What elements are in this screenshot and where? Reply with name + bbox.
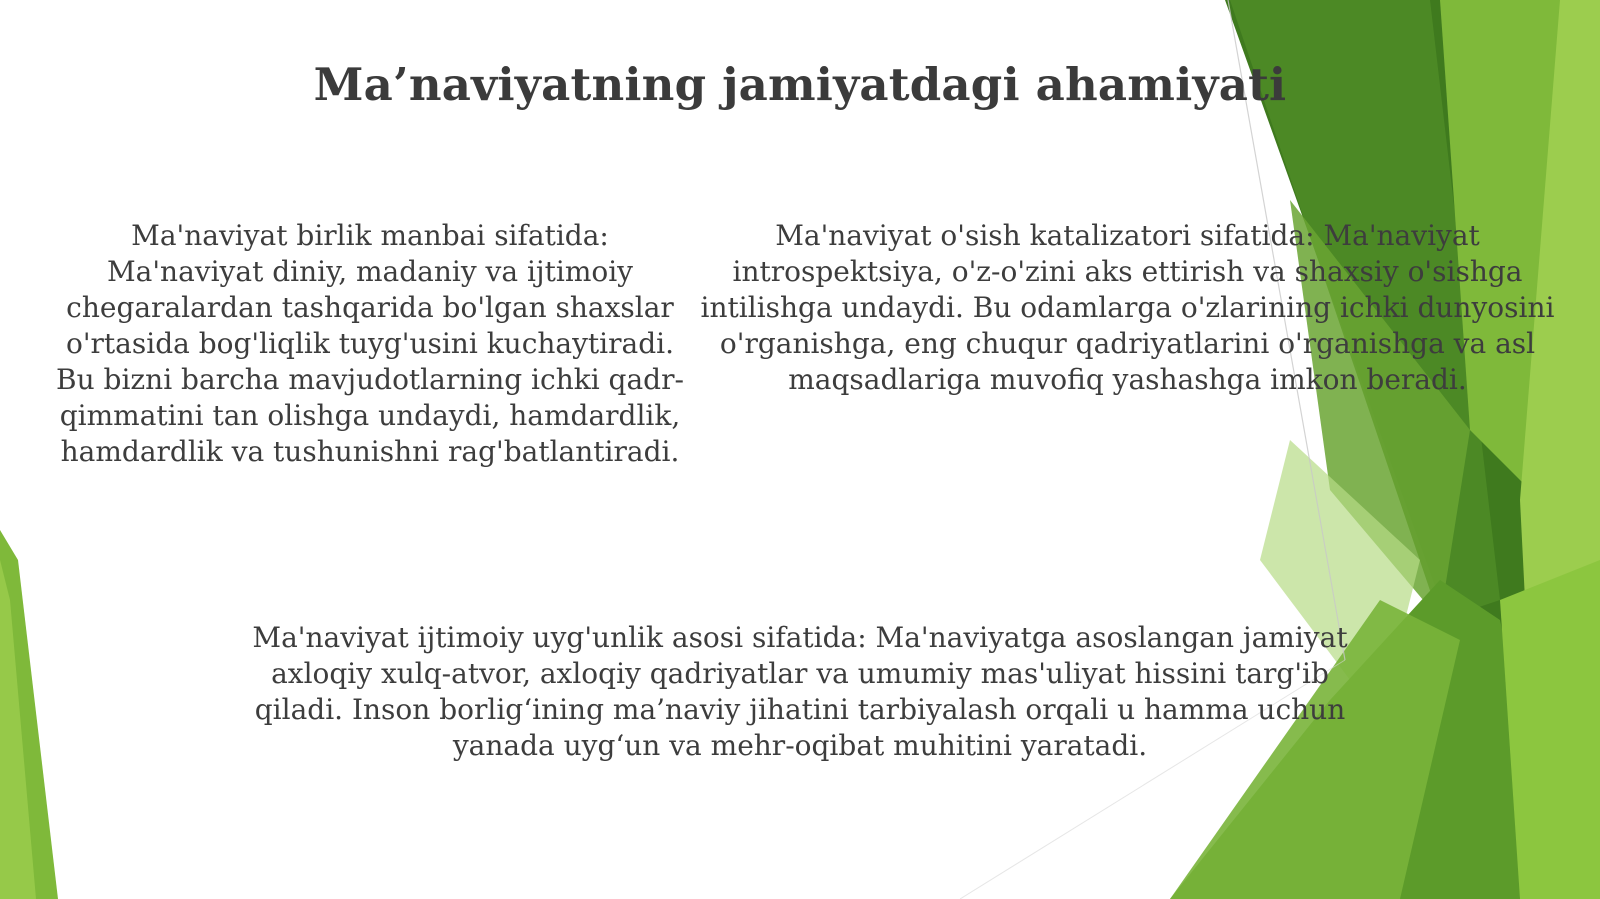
slide-title: Ma’naviyatning jamiyatdagi ahamiyati — [313, 58, 1287, 111]
left-paragraph: Ma'naviyat birlik manbai sifatida: Ma'naviyat diniy, madaniy va ijtimoiy chegaralardan tashqarida bo'lgan shaxslar o'rtasida bog'liqlik tuyg'usini kuchaytiradi. Bu bizni barcha mavjudotlarning ichki qadr-qimmatini tan olishga undaydi, hamdardlik, hamdardlik va tushunishni rag'batlantiradi. — [56, 219, 684, 468]
bottom-paragraph: Ma'naviyat ijtimoiy uyg'unlik asosi sifatida: Ma'naviyatga asoslangan jamiyat axloqiy xulq-atvor, axloqiy qadriyatlar va umumiy mas'uliyat hissini targ'ib qiladi. Inson borlig‘ining ma’naviy jihatini tarbiyalash orqali u hamma uchun yanada uyg‘un va mehr-oqibat muhitini yaratadi. — [252, 621, 1348, 762]
right-paragraph: Ma'naviyat o'sish katalizatori sifatida: Ma'naviyat introspektsiya, o'z-o'zini aks ettirish va shaxsiy o'sishga intilishga undaydi. Bu odamlarga o'zlarining ichki dunyosini o'rganishga, eng chuqur qadriyatlarini o'rganishga va asl maqsadlariga muvofiq yashashga imkon beradi. — [700, 219, 1555, 396]
